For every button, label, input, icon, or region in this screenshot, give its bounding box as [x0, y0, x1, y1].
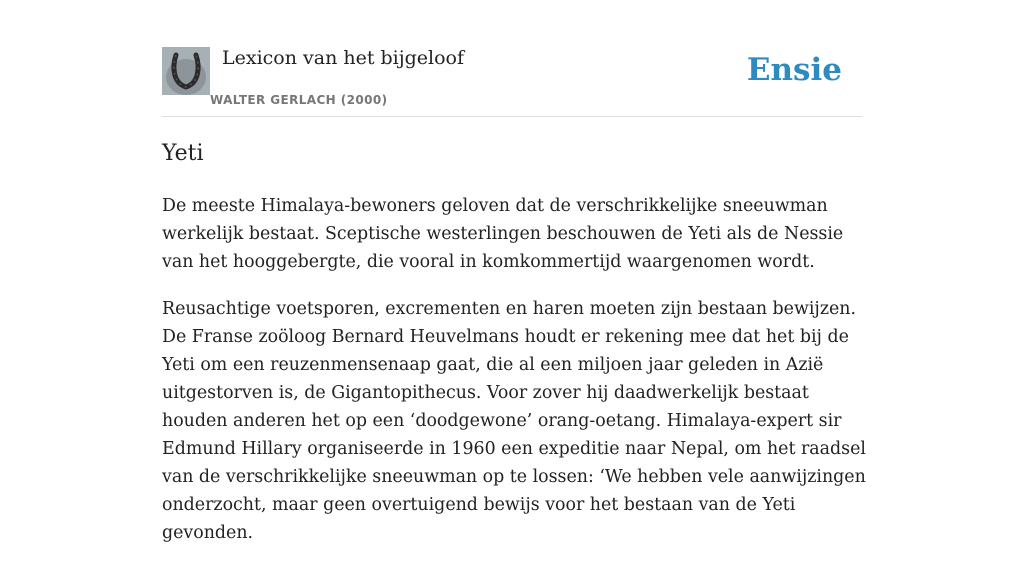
paragraph-2: Reusachtige voetsporen, excrementen en haren moeten zijn bestaan bewijzen. De Franse zoöloog Bernard Heuvelmans houdt er rekening mee dat het bij de Yeti om een reuzenmensenaap gaat, die al een miljoen jaar geleden in Azië uitgestorven is, de Gigantopithecus. Voor zover hij daadwerkelijk bestaat houden anderen het op een ‘doodgewone’ orang-oetang. Himalaya-expert sir Edmund Hillary organiseerde in 1960 een expeditie naar Nepal, om het raadsel van de verschrikkelijke sneeuwman op te lossen: ‘We hebben vele aanwijzingen onderzocht, maar geen overtuigend bewijs voor het bestaan van de Yeti gevonden. — [162, 299, 866, 543]
source-header — [162, 46, 862, 117]
horseshoe-icon[interactable] — [162, 47, 210, 95]
entry-content — [162, 192, 866, 566]
entry-title: Yeti — [162, 141, 204, 166]
book-author[interactable]: WALTER GERLACH (2000) — [210, 93, 388, 107]
ensie-logo-link[interactable]: Ensie — [746, 52, 842, 88]
book-title-link[interactable]: Lexicon van het bijgeloof — [222, 47, 465, 69]
paragraph-1: De meeste Himalaya-bewoners geloven dat de verschrikkelijke sneeuwman werkelijk bestaat. Sceptische westerlingen beschouwen de Yeti als de Nessie van het hooggebergte, die vooral in komkommertijd waargenomen wordt. — [162, 196, 844, 272]
